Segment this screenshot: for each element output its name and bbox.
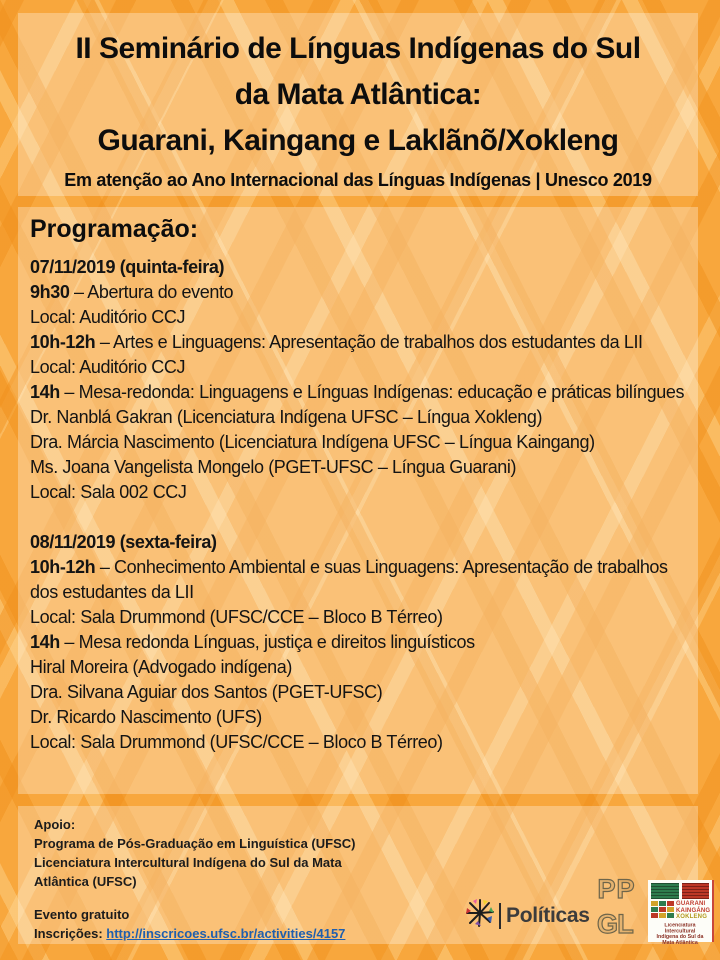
footer-panel — [18, 806, 711, 945]
schedule-line: 14h – Mesa-redonda: Linguagens e Línguas Indígenas: educação e práticas bilíngues — [30, 382, 685, 402]
title-line-3: Guarani, Kaingang e Laklãnõ/Xokleng — [97, 124, 619, 157]
lii-word-guarani: GUARANI — [676, 901, 706, 907]
header-panel — [18, 13, 698, 196]
subtitle: Em atenção ao Ano Internacional das Línguas Indígenas | Unesco 2019 — [64, 170, 652, 190]
day-date: 07/11/2019 (quinta-feira) — [30, 257, 225, 277]
schedule-line: Dra. Márcia Nascimento (Licenciatura Indígena UFSC – Língua Kaingang) — [30, 432, 595, 452]
schedule-line: Local: Auditório CCJ — [30, 307, 186, 327]
program-heading: Programação: — [30, 215, 199, 243]
lii-word-kaingang: KAINGÁNG — [676, 907, 711, 914]
politicas-logo — [464, 897, 590, 934]
apoio-lines — [34, 834, 682, 891]
schedule-line: 14h – Mesa redonda Línguas, justiça e direitos linguísticos — [30, 632, 475, 652]
lii-pattern-squares — [651, 883, 709, 899]
politicas-divider — [499, 903, 501, 929]
title-line-1: II Seminário de Línguas Indígenas do Sul — [75, 32, 641, 65]
lii-mini-squares — [651, 901, 674, 921]
program-days — [30, 255, 686, 755]
schedule-line: 10h-12h – Artes e Linguagens: Apresentação de trabalhos dos estudantes da LII — [30, 332, 643, 352]
free-event-text: Evento gratuito — [34, 907, 130, 922]
schedule-line: Dra. Silvana Aguiar dos Santos (PGET-UFSC) — [30, 682, 383, 702]
schedule-line: Local: Sala Drummond (UFSC/CCE – Bloco B Térreo) — [30, 607, 443, 627]
schedule-line: Local: Sala 002 CCJ — [30, 482, 187, 502]
apoio-label: Apoio: — [34, 817, 76, 832]
program-day — [30, 255, 686, 505]
apoio-line: Atlântica (UFSC) — [34, 874, 137, 889]
lii-word-xokleng: XOKLENG — [676, 914, 708, 920]
schedule-line: Hiral Moreira (Advogado indígena) — [30, 657, 292, 677]
schedule-line: 9h30 – Abertura do evento — [30, 282, 234, 302]
schedule-line: Local: Auditório CCJ — [30, 357, 186, 377]
program-day — [30, 530, 686, 755]
title-line-2: da Mata Atlântica: — [234, 78, 482, 111]
apoio-line: Licenciatura Intercultural Indígena do Sul da Mata — [34, 855, 342, 870]
program-panel — [18, 207, 698, 794]
lii-words — [676, 901, 710, 921]
schedule-line: 10h-12h – Conhecimento Ambiental e suas Linguagens: Apresentação de trabalhos dos estudantes da LII — [30, 557, 668, 602]
schedule-line: Dr. Nanblá Gakran (Licenciatura Indígena UFSC – Língua Xokleng) — [30, 407, 543, 427]
ppgl-letter-p1: P — [597, 874, 616, 904]
schedule-line: Dr. Ricardo Nascimento (UFS) — [30, 707, 262, 727]
politicas-star-icon — [464, 897, 496, 934]
ppgl-letter-p2: P — [616, 874, 635, 904]
ppgl-logo — [592, 874, 640, 944]
ppgl-letter-l: L — [617, 909, 634, 939]
politicas-label: Políticas — [506, 904, 590, 927]
lii-caption: Licenciatura Intercultural Indígena do Sul da Mata Atlântica — [656, 922, 704, 945]
inscriptions-link[interactable]: http://inscricoes.ufsc.br/activities/4157 — [106, 926, 346, 941]
apoio-line: Programa de Pós-Graduação em Linguística (UFSC) — [34, 836, 356, 851]
lii-red-square — [682, 883, 710, 899]
schedule-line: Local: Sala Drummond (UFSC/CCE – Bloco B Térreo) — [30, 732, 443, 752]
ppgl-letter-g: G — [597, 909, 619, 939]
inscriptions-label: Inscrições: — [34, 926, 107, 941]
lii-green-square — [651, 883, 679, 899]
schedule-line: Ms. Joana Vangelista Mongelo (PGET-UFSC – Língua Guarani) — [30, 457, 517, 477]
lii-logo — [648, 880, 714, 945]
day-date: 08/11/2019 (sexta-feira) — [30, 532, 217, 552]
lii-mid-row — [651, 901, 709, 921]
